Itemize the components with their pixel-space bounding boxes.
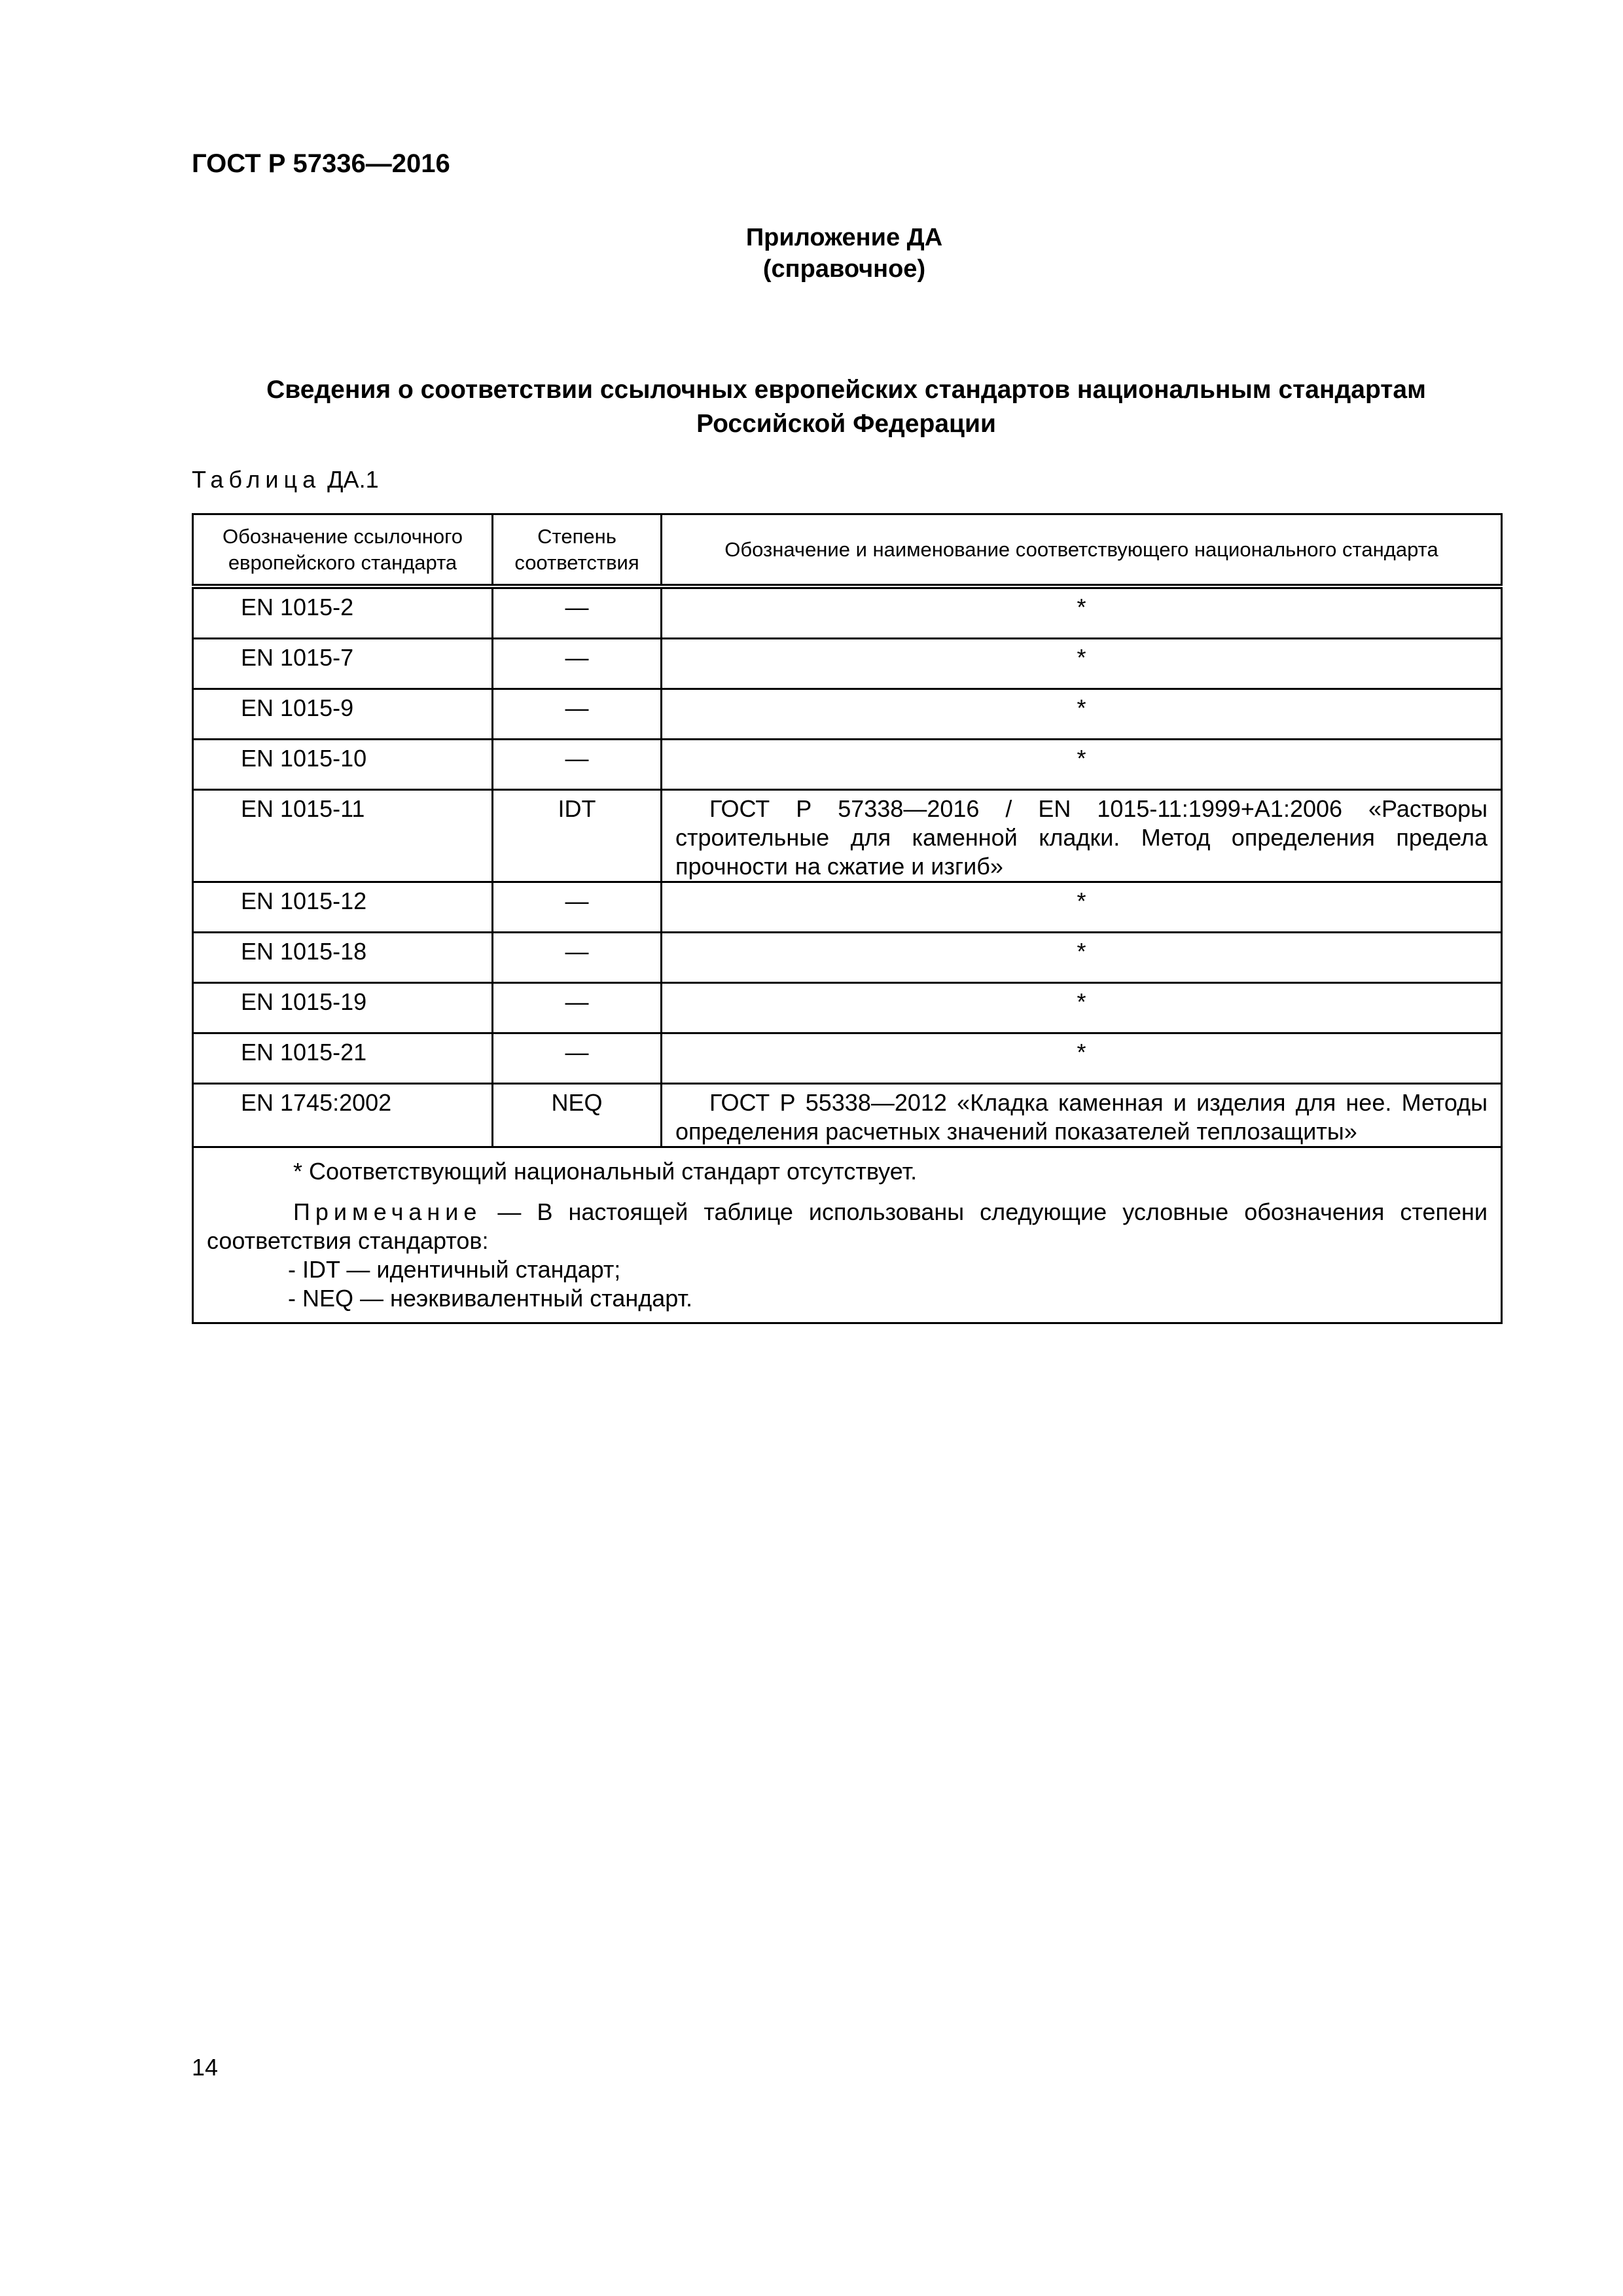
cell-national: * xyxy=(662,689,1502,740)
cell-designation: EN 1015-21 xyxy=(193,1033,493,1084)
cell-national: * xyxy=(662,882,1502,933)
cell-national: * xyxy=(662,740,1502,790)
cell-designation: EN 1015-10 xyxy=(193,740,493,790)
cell-degree: — xyxy=(493,639,662,689)
table-row xyxy=(193,790,1502,882)
note-text: — В настоящей таблице использованы следующие условные обозначения степени соответствия стандартов: xyxy=(207,1198,1488,1254)
page-number: 14 xyxy=(192,2054,219,2081)
cell-degree: NEQ xyxy=(493,1084,662,1147)
cell-national: ГОСТ Р 55338—2012 «Кладка каменная и изделия для нее. Методы определения расчетных значений показателей теплозащиты» xyxy=(662,1084,1502,1147)
note-item-idt: - IDT — идентичный стандарт; xyxy=(288,1256,621,1283)
appendix-type: (справочное) xyxy=(762,255,926,283)
cell-degree: — xyxy=(493,586,662,639)
table-row xyxy=(193,639,1502,689)
cell-national: * xyxy=(662,1033,1502,1084)
table-label-word: Таблица xyxy=(192,466,321,493)
cell-degree: — xyxy=(493,933,662,983)
cell-designation: EN 1745:2002 xyxy=(193,1084,493,1147)
cell-national: * xyxy=(662,586,1502,639)
cell-degree: — xyxy=(493,1033,662,1084)
cell-degree: — xyxy=(493,689,662,740)
table-row xyxy=(193,689,1502,740)
footnote: * Соответствующий национальный стандарт отсутствует. xyxy=(293,1158,918,1185)
section-title-line2: Российской Федерации xyxy=(696,410,996,438)
table-footer xyxy=(193,1147,1502,1323)
cell-designation: EN 1015-2 xyxy=(193,586,493,639)
column-header-designation: Обозначение ссылочного европейского стандарта xyxy=(193,514,493,587)
cell-degree: — xyxy=(493,740,662,790)
table-row xyxy=(193,1033,1502,1084)
cell-designation: EN 1015-11 xyxy=(193,790,493,882)
cell-national: ГОСТ Р 57338—2016 / EN 1015-11:1999+A1:2006 «Растворы строительные для каменной кладки. Метод определения предела прочности на сжатие и изгиб» xyxy=(662,790,1502,882)
cell-national: * xyxy=(662,639,1502,689)
cell-degree: IDT xyxy=(493,790,662,882)
table-row xyxy=(193,740,1502,790)
appendix-title: Приложение ДА xyxy=(745,224,943,251)
cell-degree: — xyxy=(493,882,662,933)
table-header-row xyxy=(193,514,1502,587)
cell-designation: EN 1015-19 xyxy=(193,983,493,1033)
cell-degree: — xyxy=(493,983,662,1033)
cell-designation: EN 1015-12 xyxy=(193,882,493,933)
document-id: ГОСТ Р 57336—2016 xyxy=(192,149,450,178)
note-label: Примечание xyxy=(293,1198,482,1225)
table-row xyxy=(193,882,1502,933)
note-item-neq: - NEQ — неэквивалентный стандарт. xyxy=(288,1285,693,1312)
table-label xyxy=(192,466,379,493)
section-title-line1: Сведения о соответствии ссылочных европейских стандартов национальным стандартам xyxy=(266,376,1426,404)
section-title xyxy=(192,373,1501,441)
table-row xyxy=(193,933,1502,983)
cell-national: * xyxy=(662,983,1502,1033)
table-label-number: ДА.1 xyxy=(327,466,379,493)
table-row xyxy=(193,1084,1502,1147)
table-footer-row xyxy=(193,1147,1502,1323)
note xyxy=(207,1198,1488,1255)
cell-designation: EN 1015-18 xyxy=(193,933,493,983)
table-row xyxy=(193,983,1502,1033)
column-header-national: Обозначение и наименование соответствующего национального стандарта xyxy=(662,514,1502,587)
cell-designation: EN 1015-9 xyxy=(193,689,493,740)
cell-designation: EN 1015-7 xyxy=(193,639,493,689)
column-header-degree: Степень соответствия xyxy=(493,514,662,587)
table-row xyxy=(193,586,1502,639)
correspondence-table xyxy=(192,513,1503,1324)
cell-national: * xyxy=(662,933,1502,983)
